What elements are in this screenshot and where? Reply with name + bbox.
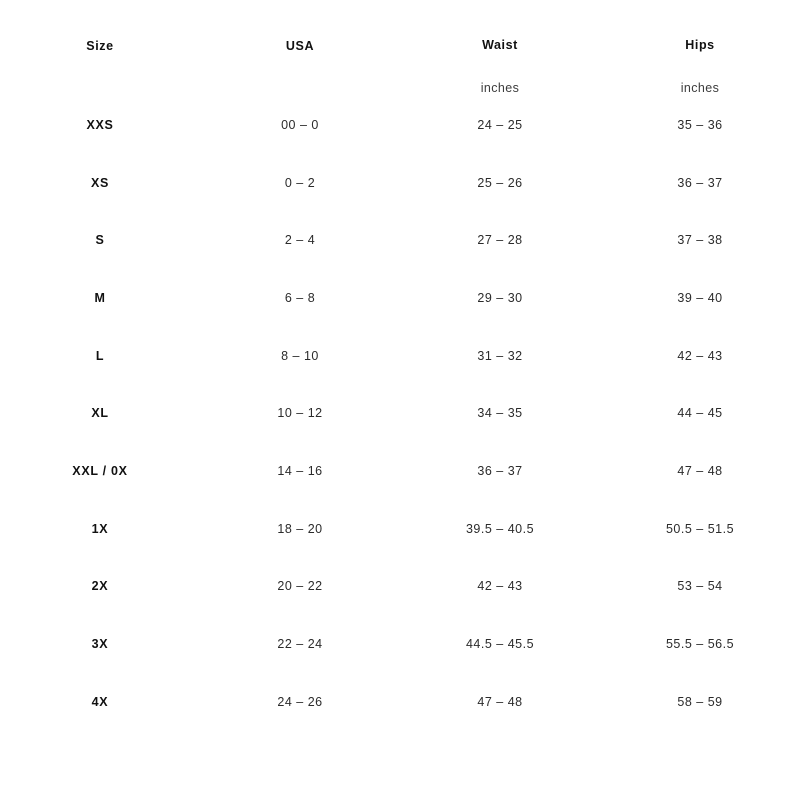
- cell-waist: [400, 442, 600, 500]
- cell-hips-text: 35 – 36: [677, 117, 723, 132]
- column-header-hips-label: Hips: [685, 38, 715, 52]
- cell-waist-text: 36 – 37: [477, 463, 523, 478]
- table-row: [0, 96, 800, 154]
- cell-hips-text: 55.5 – 56.5: [665, 637, 735, 652]
- column-header-waist-label: Waist: [482, 38, 518, 52]
- cell-waist-text: 31 – 32: [477, 348, 523, 363]
- cell-waist-text: 34 – 35: [477, 406, 523, 421]
- cell-hips-text: 58 – 59: [677, 694, 723, 709]
- cell-size-text: L: [95, 348, 105, 363]
- cell-size: [0, 615, 200, 673]
- cell-usa: [200, 154, 400, 212]
- cell-usa-text: 0 – 2: [284, 175, 316, 190]
- cell-usa: [200, 327, 400, 385]
- column-header-size-label: Size: [86, 39, 114, 53]
- cell-usa-text: 20 – 22: [277, 579, 323, 594]
- cell-waist: [400, 269, 600, 327]
- cell-waist-text: 24 – 25: [477, 117, 523, 132]
- cell-size: [0, 269, 200, 327]
- cell-usa: [200, 673, 400, 731]
- table-row: [0, 327, 800, 385]
- table-header: [0, 0, 800, 96]
- cell-usa: [200, 442, 400, 500]
- cell-waist-text: 29 – 30: [477, 290, 523, 305]
- cell-size: [0, 500, 200, 558]
- cell-waist-text: 44.5 – 45.5: [465, 637, 535, 652]
- cell-waist: [400, 211, 600, 269]
- cell-usa-text: 22 – 24: [277, 637, 323, 652]
- cell-size-text: XXS: [86, 117, 114, 132]
- cell-usa-text: 18 – 20: [277, 521, 323, 536]
- cell-size-text: XS: [90, 175, 110, 190]
- cell-size: [0, 327, 200, 385]
- cell-usa-text: 00 – 0: [281, 117, 319, 132]
- cell-usa-text: 24 – 26: [277, 694, 323, 709]
- cell-size: [0, 211, 200, 269]
- cell-size-text: 1X: [91, 521, 109, 536]
- cell-hips: [600, 615, 800, 673]
- cell-size-text: XL: [91, 406, 109, 421]
- cell-usa: [200, 558, 400, 616]
- cell-waist: [400, 500, 600, 558]
- cell-usa: [200, 615, 400, 673]
- cell-size-text: 3X: [91, 637, 109, 652]
- cell-usa: [200, 384, 400, 442]
- table-row: [0, 500, 800, 558]
- cell-size: [0, 384, 200, 442]
- column-header-size: [0, 0, 200, 96]
- table-body: [0, 96, 800, 731]
- column-header-usa-label: USA: [285, 39, 315, 53]
- table-row: [0, 615, 800, 673]
- cell-hips: [600, 211, 800, 269]
- table-row: [0, 673, 800, 731]
- cell-hips: [600, 269, 800, 327]
- cell-hips: [600, 673, 800, 731]
- cell-waist-text: 47 – 48: [477, 694, 523, 709]
- cell-usa-text: 2 – 4: [284, 233, 316, 248]
- cell-hips-text: 42 – 43: [677, 348, 723, 363]
- cell-hips-text: 50.5 – 51.5: [665, 521, 735, 536]
- cell-size-text: S: [95, 233, 105, 248]
- cell-hips-text: 53 – 54: [677, 579, 723, 594]
- cell-hips: [600, 154, 800, 212]
- cell-usa-text: 8 – 10: [281, 348, 319, 363]
- cell-waist-text: 25 – 26: [477, 175, 523, 190]
- cell-hips: [600, 558, 800, 616]
- cell-waist-text: 27 – 28: [477, 233, 523, 248]
- cell-waist: [400, 154, 600, 212]
- cell-waist: [400, 615, 600, 673]
- cell-size: [0, 442, 200, 500]
- table-row: [0, 211, 800, 269]
- cell-waist: [400, 558, 600, 616]
- cell-hips-text: 39 – 40: [677, 290, 723, 305]
- cell-size: [0, 673, 200, 731]
- cell-waist: [400, 384, 600, 442]
- column-header-waist: [400, 0, 600, 96]
- cell-usa: [200, 96, 400, 154]
- column-header-usa: [200, 0, 400, 96]
- table-row: [0, 558, 800, 616]
- cell-waist: [400, 96, 600, 154]
- cell-size-text: M: [94, 290, 106, 305]
- cell-size: [0, 96, 200, 154]
- column-header-waist-unit: inches: [480, 81, 520, 95]
- cell-waist-text: 39.5 – 40.5: [465, 521, 535, 536]
- cell-hips: [600, 96, 800, 154]
- cell-hips: [600, 384, 800, 442]
- cell-hips: [600, 442, 800, 500]
- cell-waist: [400, 673, 600, 731]
- cell-size-text: 4X: [91, 694, 109, 709]
- cell-size-text: 2X: [91, 579, 109, 594]
- column-header-hips-unit: inches: [680, 81, 720, 95]
- table-row: [0, 384, 800, 442]
- cell-hips: [600, 327, 800, 385]
- cell-size: [0, 558, 200, 616]
- cell-usa-text: 14 – 16: [277, 463, 323, 478]
- cell-size-text: XXL / 0X: [72, 463, 128, 478]
- cell-usa-text: 10 – 12: [277, 406, 323, 421]
- table-row: [0, 442, 800, 500]
- cell-hips-text: 37 – 38: [677, 233, 723, 248]
- cell-hips-text: 44 – 45: [677, 406, 723, 421]
- cell-hips: [600, 500, 800, 558]
- cell-hips-text: 36 – 37: [677, 175, 723, 190]
- column-header-hips: [600, 0, 800, 96]
- table-row: [0, 154, 800, 212]
- table-row: [0, 269, 800, 327]
- cell-hips-text: 47 – 48: [677, 463, 723, 478]
- cell-usa: [200, 211, 400, 269]
- cell-usa: [200, 500, 400, 558]
- cell-usa: [200, 269, 400, 327]
- cell-waist-text: 42 – 43: [477, 579, 523, 594]
- cell-size: [0, 154, 200, 212]
- cell-waist: [400, 327, 600, 385]
- cell-usa-text: 6 – 8: [284, 290, 316, 305]
